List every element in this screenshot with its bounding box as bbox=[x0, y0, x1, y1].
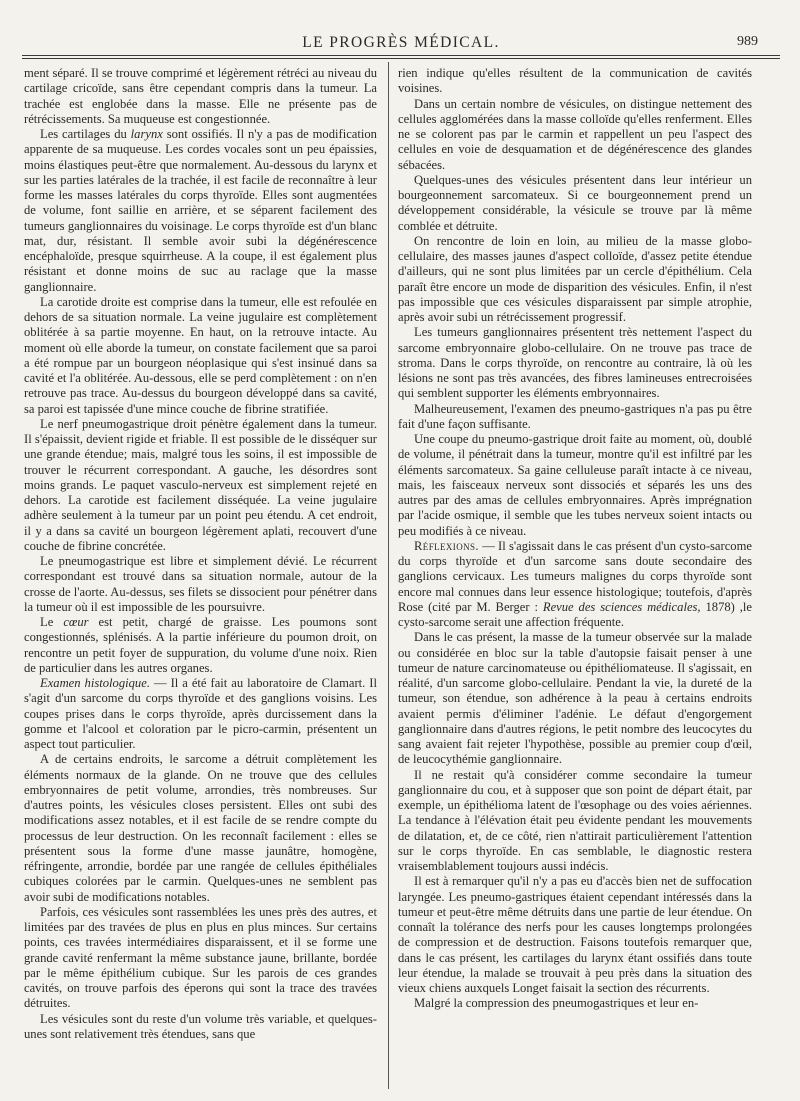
paragraph: Une coupe du pneumo-gastrique droit faite au moment, où, doublé de volume, il pénétrait dans la tumeur, montre qu'il est infiltré par les éléments sarcomateux. Sa gaine celluleuse paraît intacte à ce niveau, mais, les faisceaux nerveux sont dissociés et séparés les uns des autres par des amas de cellules embryonnaires. Après imprégnation par l'acide osmique, il semble que les tubes nerveux soient intacts ou peu modifiés à ce niveau. bbox=[398, 432, 752, 538]
paragraph: Dans le cas présent, la masse de la tumeur observée sur la malade ou considérée en bloc sur la table d'autopsie faisait penser à une tumeur de nature carcinomateuse ou épithéliomateuse. Il s'agissait, en réalité, d'un sarcome globo-cellulaire. Pendant la vie, la dureté de la tumeur, son étendue, son adhérence à la peau à certains endroits avaient permis d'éliminer l'adénie. Le défaut d'engorgement ganglionnaire dans d'autres régions, le petit nombre des leucocytes du sang avaient fait rejeter l'hypothèse, possible au premier coup d'œil, de leucocythémie ganglionnaire. bbox=[398, 630, 752, 767]
left-column bbox=[24, 66, 377, 1042]
header-rule-double bbox=[22, 58, 780, 59]
section-heading: Examen histologique. bbox=[40, 676, 150, 690]
text-run: 1878) ,le cysto-sarcome serait une affection fréquente. bbox=[398, 599, 752, 629]
paragraph: Parfois, ces vésicules sont rassemblées les unes près des autres, et limitées par des travées de plus en plus en plus minces. Sur certains points, ces travées intermédiaires disparaissent, et il se forme une grande cavité renfermant la même substance jaune, brillante, bordée par le même épithélium cubique. Sur les parois de ces grandes cavités, on trouve parfois des éperons qui sont la trace des travées détruites. bbox=[24, 904, 377, 1011]
paragraph: Les tumeurs ganglionnaires présentent très nettement l'aspect du sarcome embryonnaire globo-cellulaire. On ne trouve pas trace de stroma. Dans le corps thyroïde, on rencontre au contraire, là où les lésions ne sont pas très avancées, des fibres lamineuses entrecroisées qui semblent supporter les éléments embryonnaires. bbox=[398, 325, 752, 401]
running-title: LE PROGRÈS MÉDICAL. bbox=[302, 34, 500, 51]
paragraph: rien indique qu'elles résultent de la communication de cavités voisines. bbox=[398, 66, 752, 96]
section-heading: Réflexions. bbox=[414, 538, 479, 553]
text-run: sont ossifiés. Il n'y a pas de modification apparente de sa muqueuse. Les cordes vocales sont un peu épaissies, moins élastiques peut-être que normalement. Au-dessous du larynx et sur les parties latérales de la trachée, il est facile de reconnaître à leur forme les masses latérales du corps thyroïde. Elles sont augmentées de volume, font saillie en arrière, et se séparent facilement des tumeurs ganglionnaires du voisinage. Le corps thyroïde est d'un blanc mat, dur, résistant. Il semble avoir subi la dégénérescence encéphaloïde, presque squirrheuse. A la coupe, il est également plus résistant et donne moins de suc au raclage que la masse ganglionnaire. bbox=[24, 127, 377, 294]
header-rule bbox=[22, 55, 780, 56]
paragraph bbox=[24, 676, 377, 752]
paragraph: ment séparé. Il se trouve comprimé et légèrement rétréci au niveau du cartilage cricoïde, sans être cependant compris dans la tumeur. La trachée est englobée dans la masse. Elle ne présente pas de rétrécissements. Sa muqueuse est congestionnée. bbox=[24, 66, 377, 126]
text-run: Les cartilages du bbox=[40, 127, 131, 141]
paragraph: Malgré la compression des pneumogastriques et leur en- bbox=[414, 996, 699, 1011]
paragraph: On rencontre de loin en loin, au milieu de la masse globo-cellulaire, des masses jaunes d'aspect colloïde, d'assez petite étendue d'ailleurs, qui ne sont plus limitées par un cercle d'épithélium. Cela paraît être encore un mode de disparition des vésicules. Enfin, il n'est pas impossible que ces vésicules disparaissent par simple atrophie, après avoir subi un rétrécissement progressif. bbox=[398, 233, 752, 324]
text-run: — Il s'agissait dans le cas présent d'un cysto-sarcome du corps thyroïde et d'un sarcome sans doute secondaire des ganglions cervicaux. Les tumeurs malignes du corps thyroïde sont encore mal connues dans leur essence histologique; toutefois, d'après Rose (cité par M. Berger : bbox=[398, 538, 752, 614]
paragraph: Il ne restait qu'à considérer comme secondaire la tumeur ganglionnaire du cou, et à supposer que son point de départ était, par exemple, un épithélioma latent de l'œsophage ou des voies aériennes. La tendance à l'élévation était peu évidente pendant les mouvements de dilatation, et, de ce côté, rien n'attirait particulièrement l'attention sur le corps thyroïde. En cas semblable, le diagnostic restera vraisemblablement toujours aussi indécis. bbox=[398, 767, 752, 873]
paragraph: Le pneumogastrique est libre et simplement dévié. Le récurrent correspondant est trouvé dans sa situation normale, autour de la crosse de l'aorte. Au-dessus, ses filets se dissocient pour pénétrer dans la tumeur où il est impossible de les poursuivre. bbox=[24, 554, 377, 614]
paragraph: La carotide droite est comprise dans la tumeur, elle est refoulée en dehors de sa situation normale. La veine jugulaire est complètement oblitérée à sa partie moyenne. En haut, on la retrouve intacte. Au moment où elle aborde la tumeur, on constate facilement que sa paroi a été rompue par un bourgeon néoplasique qui s'est insinué dans sa cavité et l'a oblitérée. Au-dessous, elle se perd complètement : on n'en retrouve pas trace. Au-dessus du bourgeon développé dans sa cavité, sa paroi est tapissée d'une mince couche de fibrine stratifiée. bbox=[24, 294, 377, 416]
paragraph: Malheureusement, l'examen des pneumo-gastriques n'a pas pu être fait d'une façon suffisante. bbox=[398, 401, 752, 431]
paragraph: Le nerf pneumogastrique droit pénètre également dans la tumeur. Il s'épaissit, devient rigide et friable. Il est possible de le disséquer sur une grande étendue; mais, malgré tous les soins, il est impossible de trouver le récurrent correspondant. A gauche, les désordres sont moins grands. Le paquet vasculo-nerveux est simplement rejeté en dehors. La carotide est facilement disséquée. La veine jugulaire adhère seulement à la tumeur par un point peu étendu. A cet endroit, il y a dans sa cavité un bourgeon légèrement aplati, recouvert d'une couche de fibrine concrétée. bbox=[24, 416, 377, 553]
italic-term: cœur bbox=[63, 615, 89, 629]
italic-term: larynx bbox=[130, 127, 163, 141]
paragraph bbox=[24, 127, 377, 295]
paragraph bbox=[24, 615, 377, 676]
text-run: est petit, chargé de graisse. Les poumons sont congestionnés, splénisés. A la partie inférieure du poumon droit, on rencontre un petit foyer de suppuration, du volume d'une noix. Rien de particulier dans les autres organes. bbox=[24, 615, 378, 675]
paragraph: Les vésicules sont du reste d'un volume très variable, et quelques-unes sont relativement très étendues, sans que bbox=[24, 1011, 377, 1041]
page-number: 989 bbox=[737, 34, 758, 49]
column-divider bbox=[388, 62, 389, 1089]
paragraph: A de certains endroits, le sarcome a détruit complètement les éléments normaux de la glande. On ne trouve que des cellules embryonnaires de petit volume, arrondies, très nombreuses. Sur d'autres points, les vésicules closes persistent. Elles ont subi des modifications assez notables, et il est facile de se rendre compte du processus de leur destruction. On les reconnaît facilement : elles se présentent sous la forme d'une masse jaunâtre, homogène, réfringente, arrondie, bordée par une rangée de cellules épithéliales cubiques colorées par le carmin. Quelques-unes ne semblent pas avoir subi de modifications notables. bbox=[24, 752, 377, 904]
citation-title: Revue des sciences médicales, bbox=[542, 599, 701, 614]
text-run: — Il a été fait au laboratoire de Clamart. Il s'agit d'un sarcome du corps thyroïde et des ganglions voisins. Les coupes prises dans le corps thyroïde, après durcissement dans la gomme et l'alcool et coloration par le picro-carmin, présentent un aspect tout particulier. bbox=[24, 676, 377, 751]
running-head bbox=[22, 34, 780, 54]
paragraph: Il est à remarquer qu'il n'y a pas eu d'accès bien net de suffocation laryngée. Les pneumo-gastriques étaient cependant intéressés dans la tumeur et peut-être même détruits dans une partie de leur étendue. On connaît la tolérance des nerfs pour les causes longtemps prolongées de compression et de destruction. Faisons toutefois remarquer que, dans le cas présent, les cartilages du larynx étant ossifiés dans toute leur étendue, la malade se trouvait à peu près dans la situation des vieux chiens auxquels Longet faisait la section des récurrents. bbox=[398, 874, 752, 995]
paragraph: Dans un certain nombre de vésicules, on distingue nettement des cellules agglomérées dans la masse colloïde qu'elles renferment. Elles ne se colorent pas par le carmin et rappellent un peu l'aspect des cellules en voie de desquamation et de dégénérescence des glandes sébacées. bbox=[398, 96, 752, 172]
right-column bbox=[398, 66, 752, 1012]
paragraph: Quelques-unes des vésicules présentent dans leur intérieur un bourgeonnement sarcomateux. Si ce bourgeonnement prend un développement considérable, la vésicule se trouve par là même comblée et détruite. bbox=[398, 172, 752, 233]
paragraph bbox=[398, 539, 752, 631]
text-run: Le bbox=[40, 615, 64, 629]
